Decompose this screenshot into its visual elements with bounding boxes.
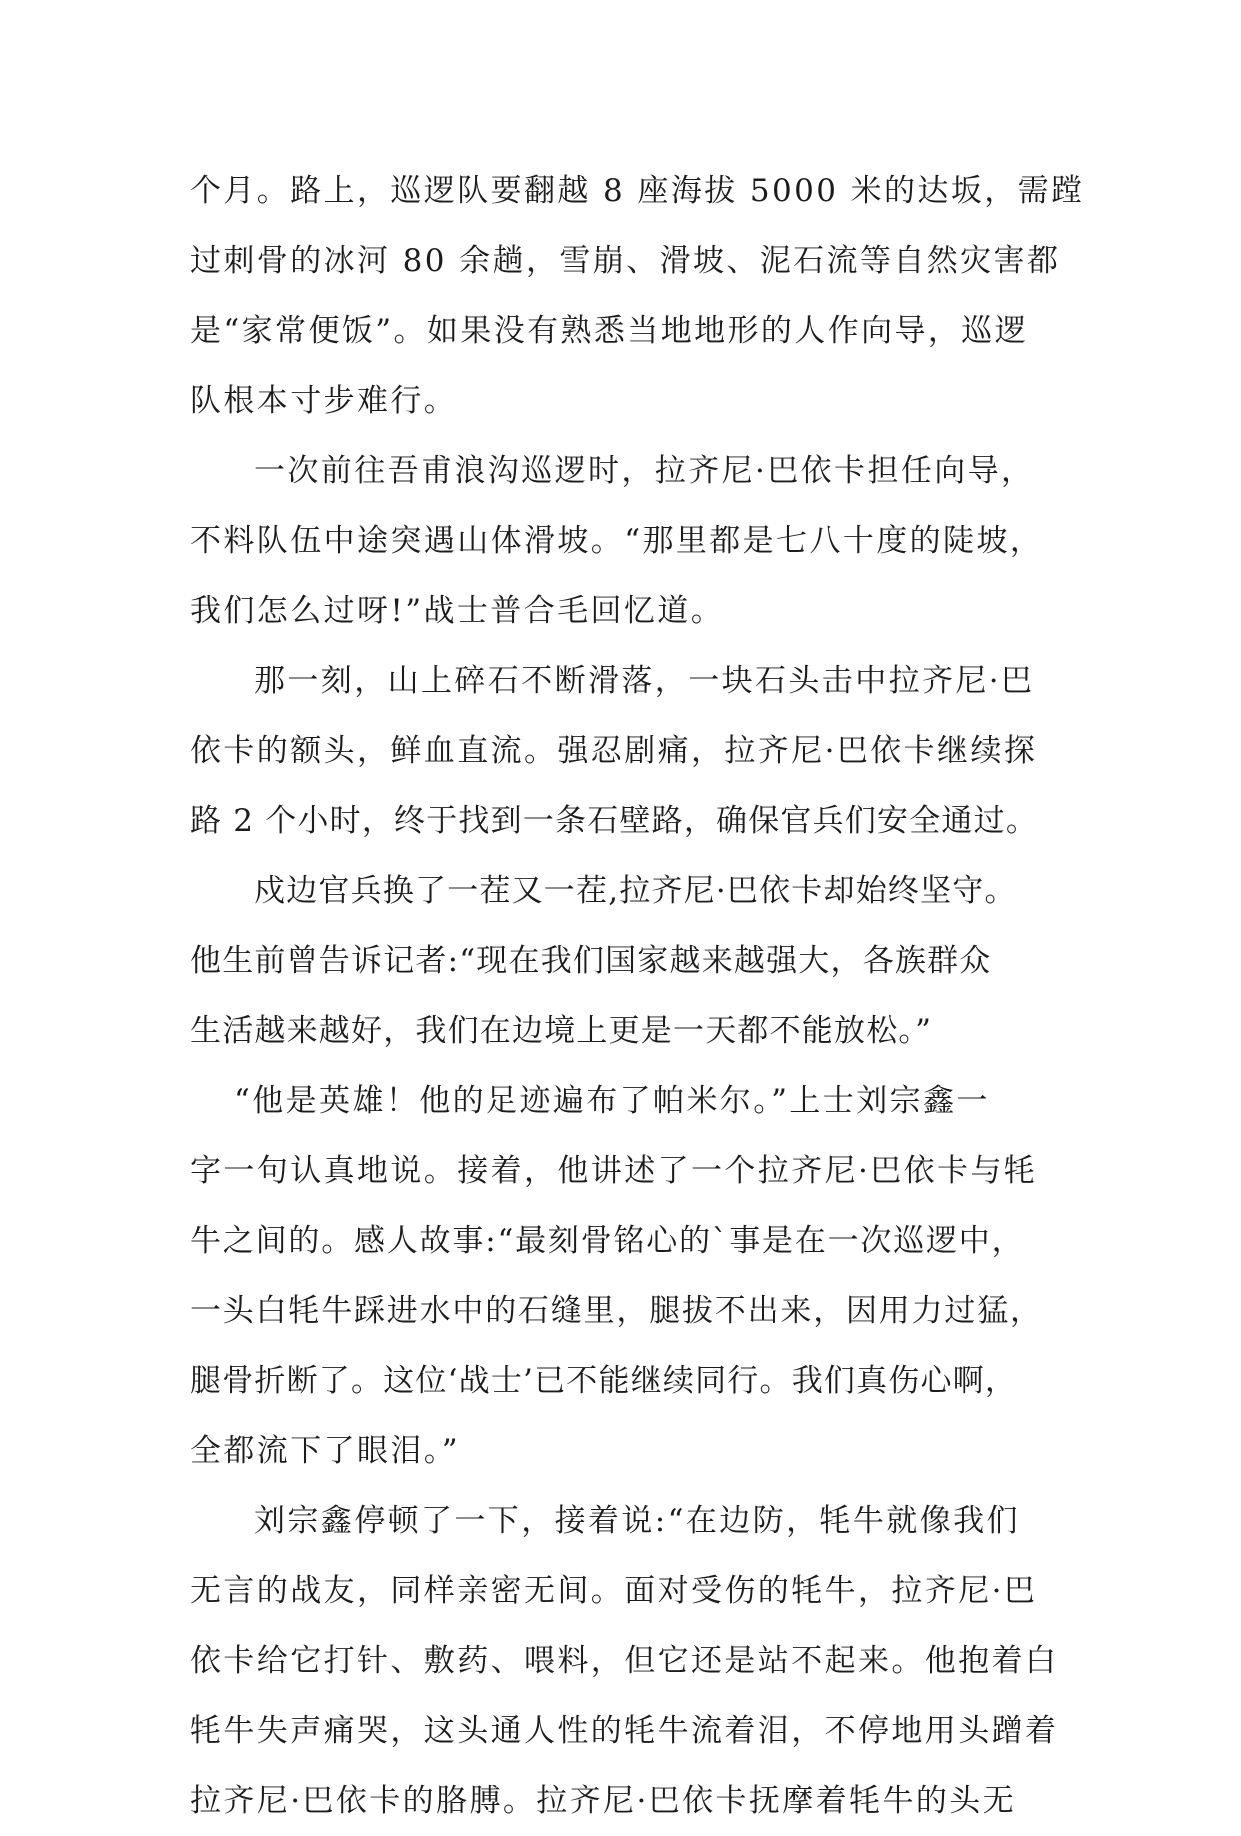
text-line: 无言的战友，同样亲密无间。面对受伤的牦牛，拉齐尼·巴 (190, 1573, 1038, 1609)
paragraph-start-line: 刘宗鑫停顿了一下，接着说:“在边防，牦牛就像我们 (254, 1503, 1020, 1539)
text-line: 路 2 个小时，终于找到一条石壁路，确保官兵们安全通过。 (190, 803, 1039, 839)
text-line: 他生前曾告诉记者:“现在我们国家越来越强大，各族群众 (190, 943, 992, 979)
paragraph-start-line: 那一刻，山上碎石不断滑落，一块石头击中拉齐尼·巴 (254, 663, 1035, 699)
text-line: 过刺骨的冰河 80 余趟，雪崩、滑坡、泥石流等自然灾害都 (190, 243, 1061, 279)
text-line: 是“家常便饭”。如果没有熟悉当地地形的人作向导，巡逻 (190, 313, 1029, 349)
text-line: 牛之间的。感人故事:“最刻骨铭心的`事是在一次巡逻中， (190, 1223, 1025, 1259)
text-line: 依卡的额头，鲜血直流。强忍剧痛，拉齐尼·巴依卡继续探 (190, 733, 1038, 769)
text-line: 牦牛失声痛哭，这头通人性的牦牛流着泪，不停地用头蹭着 (190, 1713, 1059, 1749)
text-line: 字一句认真地说。接着，他讲述了一个拉齐尼·巴依卡与牦 (190, 1153, 1038, 1189)
text-line: 生活越来越好，我们在边境上更是一天都不能放松。” (190, 1013, 933, 1049)
text-line: 队根本寸步难行。 (190, 383, 458, 419)
text-line: 全都流下了眼泪。” (190, 1433, 460, 1469)
paragraph-start-line: “他是英雄！他的足迹遍布了帕米尔。”上士刘宗鑫一 (234, 1083, 990, 1119)
text-line: 依卡给它打针、敷药、喂料，但它还是站不起来。他抱着白 (190, 1643, 1059, 1679)
text-line: 腿骨折断了。这位‘战士’已不能继续同行。我们真伤心啊， (190, 1363, 1018, 1399)
text-line: 一头白牦牛踩进水中的石缝里，腿拔不出来，因用力过猛， (190, 1293, 1043, 1329)
text-line: 我们怎么过呀!”战士普合毛回忆道。 (190, 593, 725, 629)
paragraph-start-line: 戍边官兵换了一茬又一茬,拉齐尼·巴依卡却始终坚守。 (254, 873, 1017, 909)
paragraph-start-line: 一次前往吾甫浪沟巡逻时，拉齐尼·巴依卡担任向导， (254, 453, 1035, 489)
text-line: 拉齐尼·巴依卡的胳膊。拉齐尼·巴依卡抚摩着牦牛的头无 (190, 1783, 1017, 1819)
text-line: 不料队伍中途突遇山体滑坡。“那里都是七八十度的陡坡， (190, 523, 1044, 559)
document-body (190, 156, 1090, 1836)
text-line: 个月。路上，巡逻队要翻越 8 座海拔 5000 米的达坂，需蹚 (190, 173, 1085, 209)
